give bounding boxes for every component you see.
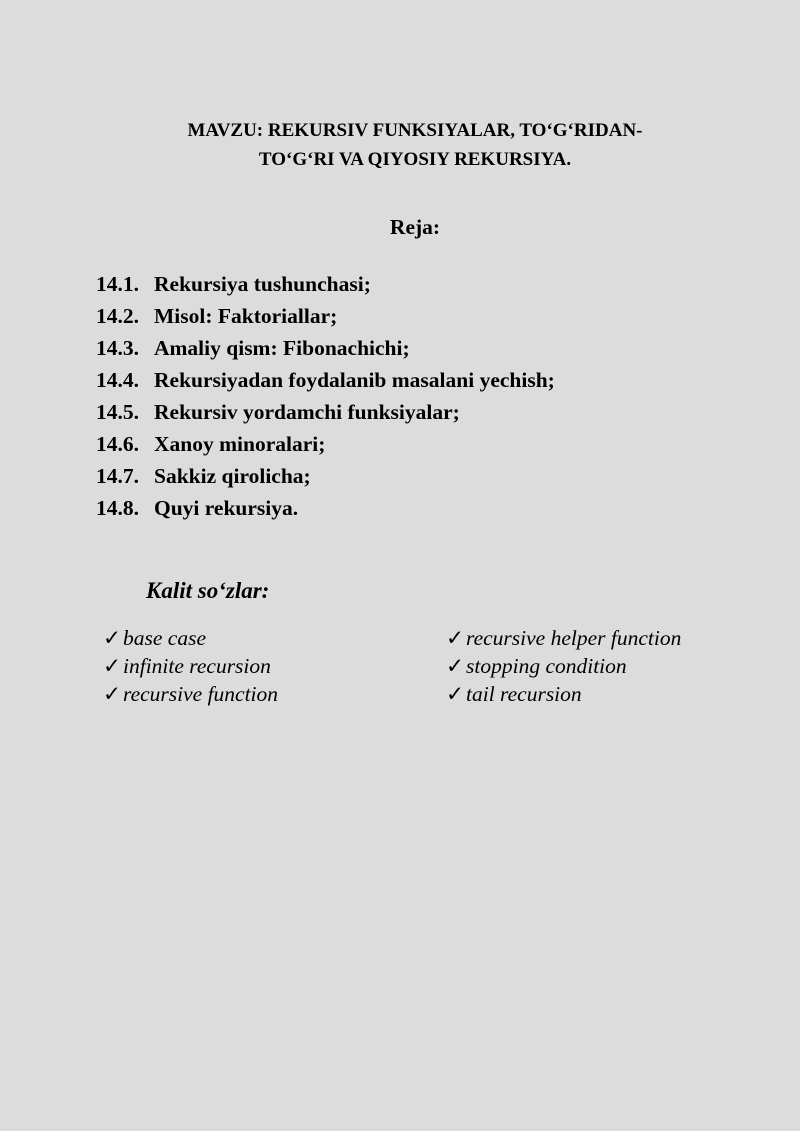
plan-item-number: 14.1. — [96, 272, 139, 296]
keywords-right-column — [446, 624, 681, 708]
plan-list — [96, 268, 555, 524]
plan-item-number: 14.4. — [96, 368, 139, 392]
plan-item-text: Quyi rekursiya. — [154, 496, 299, 520]
checkmark-icon: ✓ — [103, 654, 122, 678]
plan-item-text: Rekursiv yordamchi funksiyalar; — [154, 400, 460, 424]
checkmark-icon: ✓ — [103, 682, 122, 706]
keywords-heading: Kalit so‘zlar: — [146, 578, 270, 603]
plan-item-number: 14.2. — [96, 304, 139, 328]
plan-item-text: Xanoy minoralari; — [154, 432, 326, 456]
plan-item-text: Amaliy qism: Fibonachichi; — [154, 336, 410, 360]
keyword-item — [446, 652, 681, 680]
keyword-text: recursive function — [123, 682, 279, 706]
title-line-1: MAVZU: REKURSIV FUNKSIYALAR, TO‘G‘RIDAN- — [187, 120, 643, 141]
plan-item — [96, 396, 555, 428]
checkmark-icon: ✓ — [103, 626, 122, 650]
keyword-text: tail recursion — [466, 682, 582, 706]
plan-item-number: 14.5. — [96, 400, 139, 424]
plan-item — [96, 460, 555, 492]
plan-item-number: 14.8. — [96, 496, 139, 520]
plan-item — [96, 492, 555, 524]
plan-item-text: Sakkiz qirolicha; — [154, 464, 311, 488]
plan-item — [96, 428, 555, 460]
plan-item-text: Rekursiya tushunchasi; — [154, 272, 371, 296]
plan-item-number: 14.6. — [96, 432, 139, 456]
plan-item-text: Misol: Faktoriallar; — [154, 304, 338, 328]
plan-item-text: Rekursiyadan foydalanib masalani yechish; — [154, 368, 555, 392]
keyword-item — [103, 680, 278, 708]
plan-item-number: 14.7. — [96, 464, 139, 488]
keyword-item — [446, 624, 681, 652]
keyword-item — [103, 652, 278, 680]
keyword-text: infinite recursion — [123, 654, 271, 678]
plan-item — [96, 300, 555, 332]
checkmark-icon: ✓ — [446, 626, 465, 650]
keyword-item — [446, 680, 681, 708]
keyword-text: recursive helper function — [466, 626, 682, 650]
plan-item — [96, 332, 555, 364]
plan-heading: Reja: — [389, 215, 441, 239]
plan-item — [96, 268, 555, 300]
checkmark-icon: ✓ — [446, 682, 465, 706]
keyword-text: stopping condition — [466, 654, 627, 678]
page-title — [100, 116, 730, 174]
checkmark-icon: ✓ — [446, 654, 465, 678]
keyword-text: base case — [123, 626, 206, 650]
keyword-item — [103, 624, 278, 652]
title-line-2: TO‘G‘RI VA QIYOSIY REKURSIYA. — [258, 149, 572, 170]
plan-item — [96, 364, 555, 396]
keywords-left-column — [103, 624, 278, 708]
plan-item-number: 14.3. — [96, 336, 139, 360]
